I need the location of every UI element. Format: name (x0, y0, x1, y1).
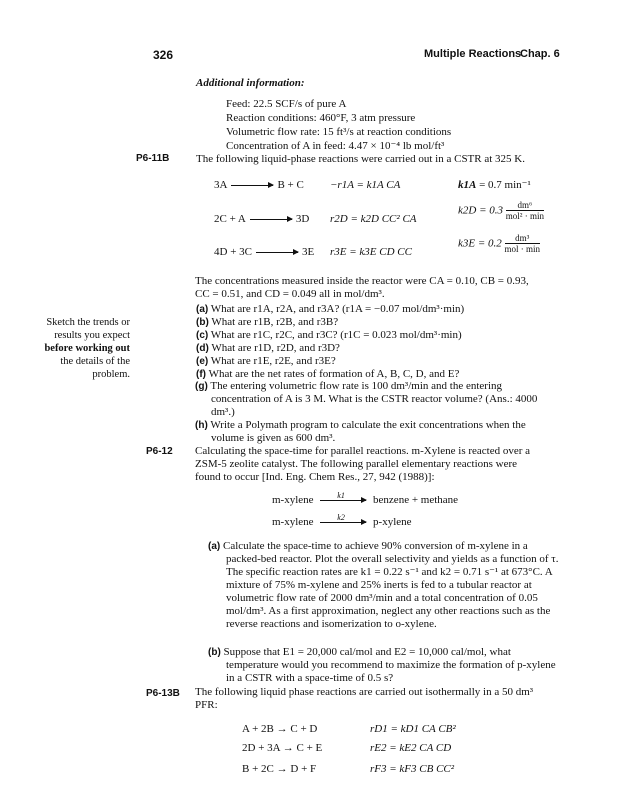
p6-12-part-b: (b) Suppose that E1 = 20,000 cal/mol and E2 = 10,000 cal/mol, what temperature would you recommend to maximize the formation of p-xylene in a CSTR with a space-time of 0.5 s? (208, 646, 556, 684)
reaction-arrow: k2 (320, 522, 366, 523)
problem-label-p6-12: P6-12 (146, 446, 173, 457)
p6-11-rate-constant-1: k1A = 0.7 min⁻¹ (458, 179, 531, 191)
p6-11-rate-constant-3: k3E = 0.2 $\frac{\text{dm³}}{\text{mol · min}}$ (458, 233, 541, 254)
running-title: Multiple Reactions (424, 48, 522, 60)
p6-11-concentrations: The concentrations measured inside the reactor were CA = 0.10, CB = 0.93, CC = 0.51, and CD = 0.049 all in mol/dm³. (195, 275, 529, 300)
info-line-flow: Volumetric flow rate: 15 ft³/s at reaction conditions (226, 126, 452, 138)
units-fraction: $\frac{\text{dm⁶}}{\text{mol² · min}}$ (505, 200, 544, 221)
info-line-feed: Feed: 22.5 SCF/s of pure A (226, 98, 347, 110)
additional-info-heading: Additional information: (196, 77, 305, 89)
problem-label-p6-13: P6-13B (146, 688, 180, 699)
p6-13-rate-law-1: rD1 = kD1 CA CB² (370, 723, 456, 735)
p6-13-reaction-1: A + 2B → C + D (242, 723, 318, 735)
p6-11-reaction-2: 2C + A 3D (214, 213, 310, 225)
reaction-arrow (256, 252, 298, 253)
p6-12-intro: Calculating the space-time for parallel reactions. m-Xylene is reacted over a ZSM-5 zeolite catalyst. The following parallel elementary reactions were found to occur [Ind. Eng. Chem Res., 27, 942 (1988)]: (195, 445, 531, 483)
chapter-label: Chap. 6 (520, 48, 560, 60)
p6-11-part-h: (h) Write a Polymath program to calculate the exit concentrations when the volume is given as 600 dm³. (195, 419, 526, 444)
p6-11-part-c: (c) What are r1C, r2C, and r3C? (r1C = 0.023 mol/dm³·min) (196, 329, 462, 341)
p6-11-part-g: (g) The entering volumetric flow rate is 100 dm³/min and the entering concentration of A is 3 M. What is the CSTR reactor volume? (Ans.: 4000 dm³.) (195, 380, 538, 418)
p6-11-part-b: (b) What are r1B, r2B, and r3B? (196, 316, 339, 328)
p6-13-reaction-2: 2D + 3A → C + E (242, 742, 323, 754)
p6-11-reaction-1: 3A B + C (214, 179, 304, 191)
info-line-conditions: Reaction conditions: 460°F, 3 atm pressure (226, 112, 416, 124)
page-number: 326 (153, 48, 174, 62)
info-line-concentration: Concentration of A in feed: 4.47 × 10⁻⁴ lb mol/ft³ (226, 140, 445, 152)
p6-11-part-f: (f) What are the net rates of formation of A, B, C, D, and E? (196, 368, 460, 380)
p6-13-intro: The following liquid phase reactions are carried out isothermally in a 50 dm³ PFR: (195, 686, 534, 711)
p6-11-part-e: (e) What are r1E, r2E, and r3E? (196, 355, 336, 367)
margin-note: Sketch the trends or results you expect before working out the details of the problem. (44, 317, 130, 380)
reaction-arrow (231, 185, 273, 186)
p6-13-rate-law-3: rF3 = kF3 CB CC² (370, 763, 455, 775)
p6-13-reaction-3: B + 2C → D + F (242, 763, 317, 775)
p6-11-rate-law-3: r3E = k3E CD CC (330, 246, 412, 258)
p6-11-part-d: (d) What are r1D, r2D, and r3D? (196, 342, 340, 354)
p6-11-reaction-3: 4D + 3C 3E (214, 246, 315, 258)
p6-11-rate-law-1: −r1A = k1A CA (330, 179, 401, 191)
p6-11-rate-law-2: r2D = k2D CC² CA (330, 213, 417, 225)
p6-13-rate-law-2: rE2 = kE2 CA CD (370, 742, 452, 754)
reaction-arrow: k1 (320, 500, 366, 501)
p6-11-intro: The following liquid-phase reactions were carried out in a CSTR at 325 K. (196, 153, 525, 165)
reaction-arrow (250, 219, 292, 220)
p6-11-rate-constant-2: k2D = 0.3 $\frac{\text{dm⁶}}{\text{mol² · min}}$ (458, 200, 544, 221)
p6-11-part-a: (a) What are r1A, r2A, and r3A? (r1A = −0.07 mol/dm³·min) (196, 303, 465, 315)
p6-12-reaction-1: m-xylene k1 benzene + methane (272, 490, 459, 506)
problem-label-p6-11: P6-11B (136, 153, 170, 164)
p6-12-reaction-2: m-xylene k2 p-xylene (272, 512, 412, 528)
units-fraction: $\frac{\text{dm³}}{\text{mol · min}}$ (504, 233, 541, 254)
p6-12-part-a: (a) Calculate the space-time to achieve 90% conversion of m-xylene in a packed-bed reactor. Plot the overall selectivity and yields as a function of τ. The specific reaction rates are k1 = 0.22 s⁻¹ and k2 = 0.71 s⁻¹ at 673°C. A mixture of 75% m-xylene and 25% inerts is fed to a tubular reactor at volumetric flow rate of 2000 dm³/min and a total concentration of 0.05 mol/dm³. As a first approximation, neglect any other reactions such as the reverse reactions and isomerization to o-xylene. (208, 540, 559, 630)
